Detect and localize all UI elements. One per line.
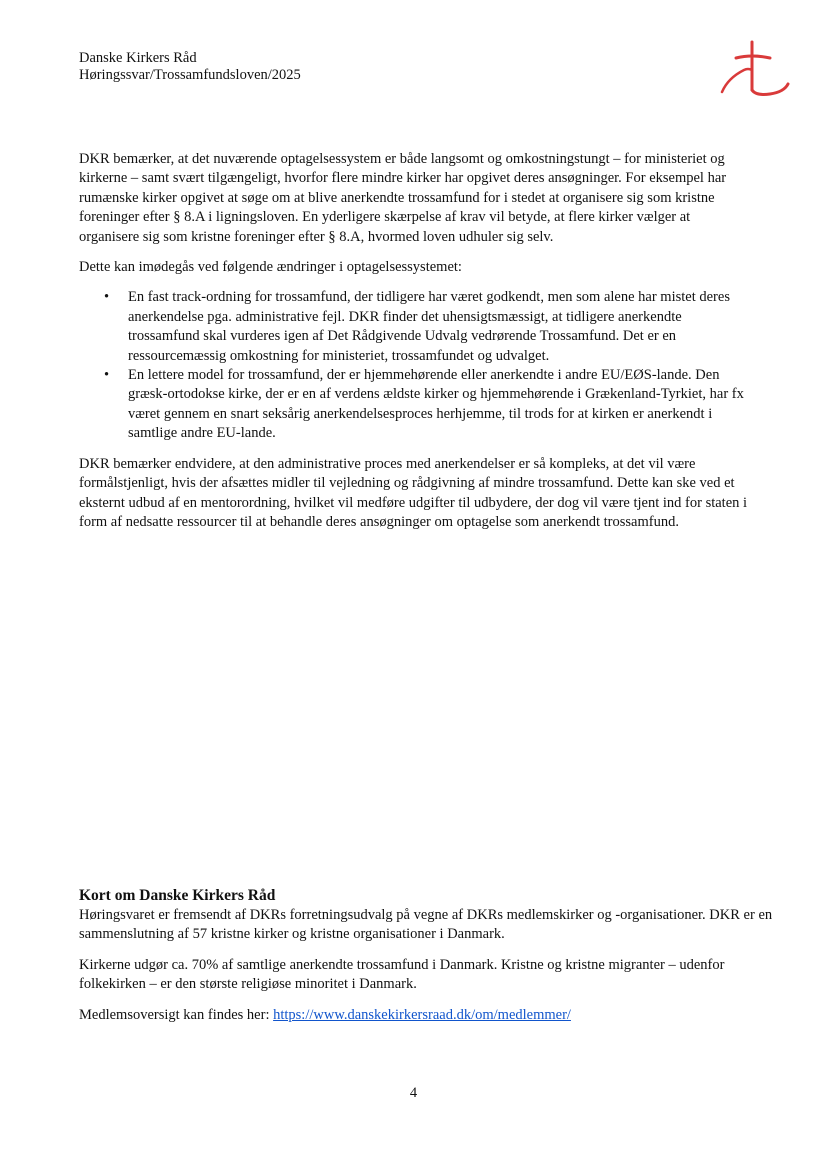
paragraph-1: DKR bemærker, at det nuværende optagelsessystem er både langsomt og omkostningstungt – for ministeriet og kirkerne – samt svært tilgængeligt, hvorfor flere mindre kirker har opgivet deres ansøgninger. For eksempel har rumænske kirker opgivet at søge om at blive anerkendte trossamfund for i stedet at organisere sig som kristne foreninger efter § 8.A i ligningsloven. En yderligere skærpelse af krav vil betyde, at flere kirker vælger at organisere sig som kristne foreninger efter § 8.A, hvormed loven udhuler sig selv. (79, 151, 727, 245)
document-reference: Høringssvar/Trossamfundsloven/2025 (79, 67, 301, 83)
paragraph-3: DKR bemærker endvidere, at den administrative proces med anerkendelser er så kompleks, at det vil være formålstjenligt, hvis der afsættes midler til vejledning og rådgivning af mindre trossamfund. Dette kan ske ved et eksternt udbud af en mentorordning, hvilket vil medføre udgifter til udbydere, der dog vil være tjent ind for staten i form af nedsatte ressourcer til at behandle deres ansøgninger om optagelse som anerkendt trossamfund. (79, 455, 748, 530)
about-paragraph-2: Kirkerne udgør ca. 70% af samtlige anerkendte trossamfund i Danmark. Kristne og kristne migranter – udenfor folkekirken – er den største religiøse minoritet i Danmark. (79, 956, 725, 993)
paragraph-2: Dette kan imødegås ved følgende ændringer i optagelsessystemet: (79, 259, 462, 276)
list-item-text: En lettere model for trossamfund, der er hjemmehørende eller anerkendte i andre EU/EØS-lande. Den græsk-ortodokse kirke, der er en af verdens ældste kirker og hjemmehørende i Grækenland-Tyrkiet, har fx været gennem en snart seksårig anerkendelsesproces herhjemme, til trods for at kirken er anerkendt i samtlige andre EU-lande. (128, 367, 744, 442)
list-item (79, 366, 751, 444)
list-item-text: En fast track-ordning for trossamfund, der tidligere har været godkendt, men som alene har mistet deres anerkendelse pga. administrative fejl. DKR finder det uhensigtsmæssigt, at tidligere anerkendte trossamfund skal vurderes igen af Det Rådgivende Udvalg vedrørende Trossamfund. Det er en ressourcemæssig omkostning for ministeriet, trossamfundet og udvalget. (128, 289, 730, 364)
proposal-list (79, 288, 751, 443)
about-heading: Kort om Danske Kirkers Råd (79, 887, 276, 904)
main-content (79, 150, 751, 543)
org-name: Danske Kirkers Råd (79, 50, 197, 66)
about-paragraph-3 (79, 1006, 779, 1025)
list-item (79, 288, 751, 366)
dkr-cross-logo-icon (718, 38, 792, 98)
members-link[interactable]: https://www.danskekirkersraad.dk/om/medlemmer/ (273, 1006, 571, 1023)
page-header (79, 50, 301, 84)
about-section (79, 886, 779, 1036)
about-paragraph-1: Høringsvaret er fremsendt af DKRs forretningsudvalg på vegne af DKRs medlemskirker og -organisationer. DKR er en sammenslutning af 57 kristne kirker og kristne organisationer i Danmark. (79, 907, 773, 943)
members-link-prefix: Medlemsoversigt kan findes her: (79, 1006, 274, 1023)
bullet-icon: • (104, 289, 110, 306)
page-number: 4 (409, 1085, 418, 1101)
bullet-icon: • (104, 367, 110, 384)
